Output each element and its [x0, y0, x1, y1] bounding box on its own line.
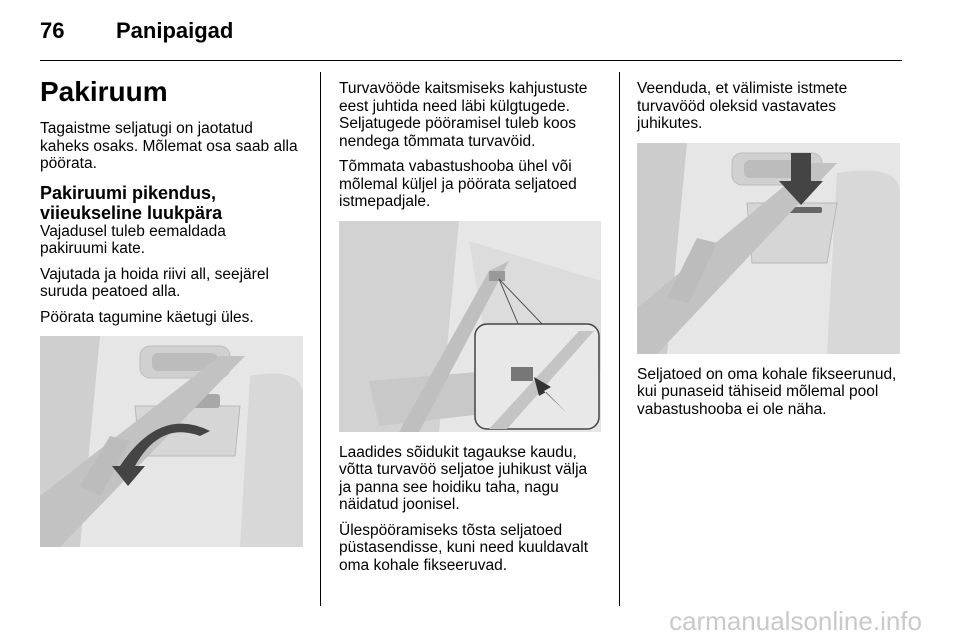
paragraph: Laadides sõidukit tagaukse kaudu, võtta turvavöö seljatoe juhikust välja ja panna see hoidiku taha, nagu näidatud joonisel.	[339, 443, 588, 513]
armrest-illustration	[40, 336, 303, 547]
paragraph: Vajadusel tuleb eemaldada pakiruumi kate.	[40, 222, 226, 257]
column-1	[40, 74, 310, 559]
paragraph: Veenduda, et välimiste istmete turvavööd oleksid vastavates juhikutes.	[637, 80, 848, 132]
paragraph: Pöörata tagumine käetugi üles.	[40, 308, 254, 326]
paragraph: Vajutada ja hoida riivi all, seejärel suruda peatoed alla.	[40, 265, 269, 300]
paragraph: Seljatoed on oma kohale fikseerunud, kui punaseid tähiseid mõlemal pool vabastushooba ei ole näha.	[637, 365, 897, 418]
section-title: Panipaigad	[116, 18, 234, 43]
paragraph: Ülespööramiseks tõsta seljatoed püstasendisse, kuni need kuuldavalt oma kohale fikseeruvad.	[339, 521, 589, 574]
header-rule	[40, 60, 902, 61]
seatbelt-guide-illustration	[339, 221, 601, 432]
paragraph: Tõmmata vabastushooba ühel või mõlemal küljel ja pöörata seljatoed istmepadjale.	[339, 158, 577, 210]
watermark: carmanualsonline.info	[669, 606, 922, 636]
subheading: Pakiruumi pikendus, viieukseline luukpära	[40, 182, 223, 223]
paragraph: Turvavööde kaitsmiseks kahjustuste eest juhtida need läbi külgtugede. Seljatugede pööramisel tuleb koos nendega tõmmata turvavöid.	[339, 80, 588, 150]
column-3	[637, 80, 902, 426]
column-divider	[619, 72, 620, 606]
page-number: 76	[40, 18, 65, 43]
page-title: Pakiruum	[40, 76, 168, 107]
column-divider	[320, 72, 321, 606]
intro-paragraph: Tagaistme seljatugi on jaotatud kaheks osaks. Mõlemat osa saab alla pöörata.	[40, 120, 298, 172]
release-lever-illustration	[637, 143, 900, 354]
column-2	[339, 80, 607, 582]
